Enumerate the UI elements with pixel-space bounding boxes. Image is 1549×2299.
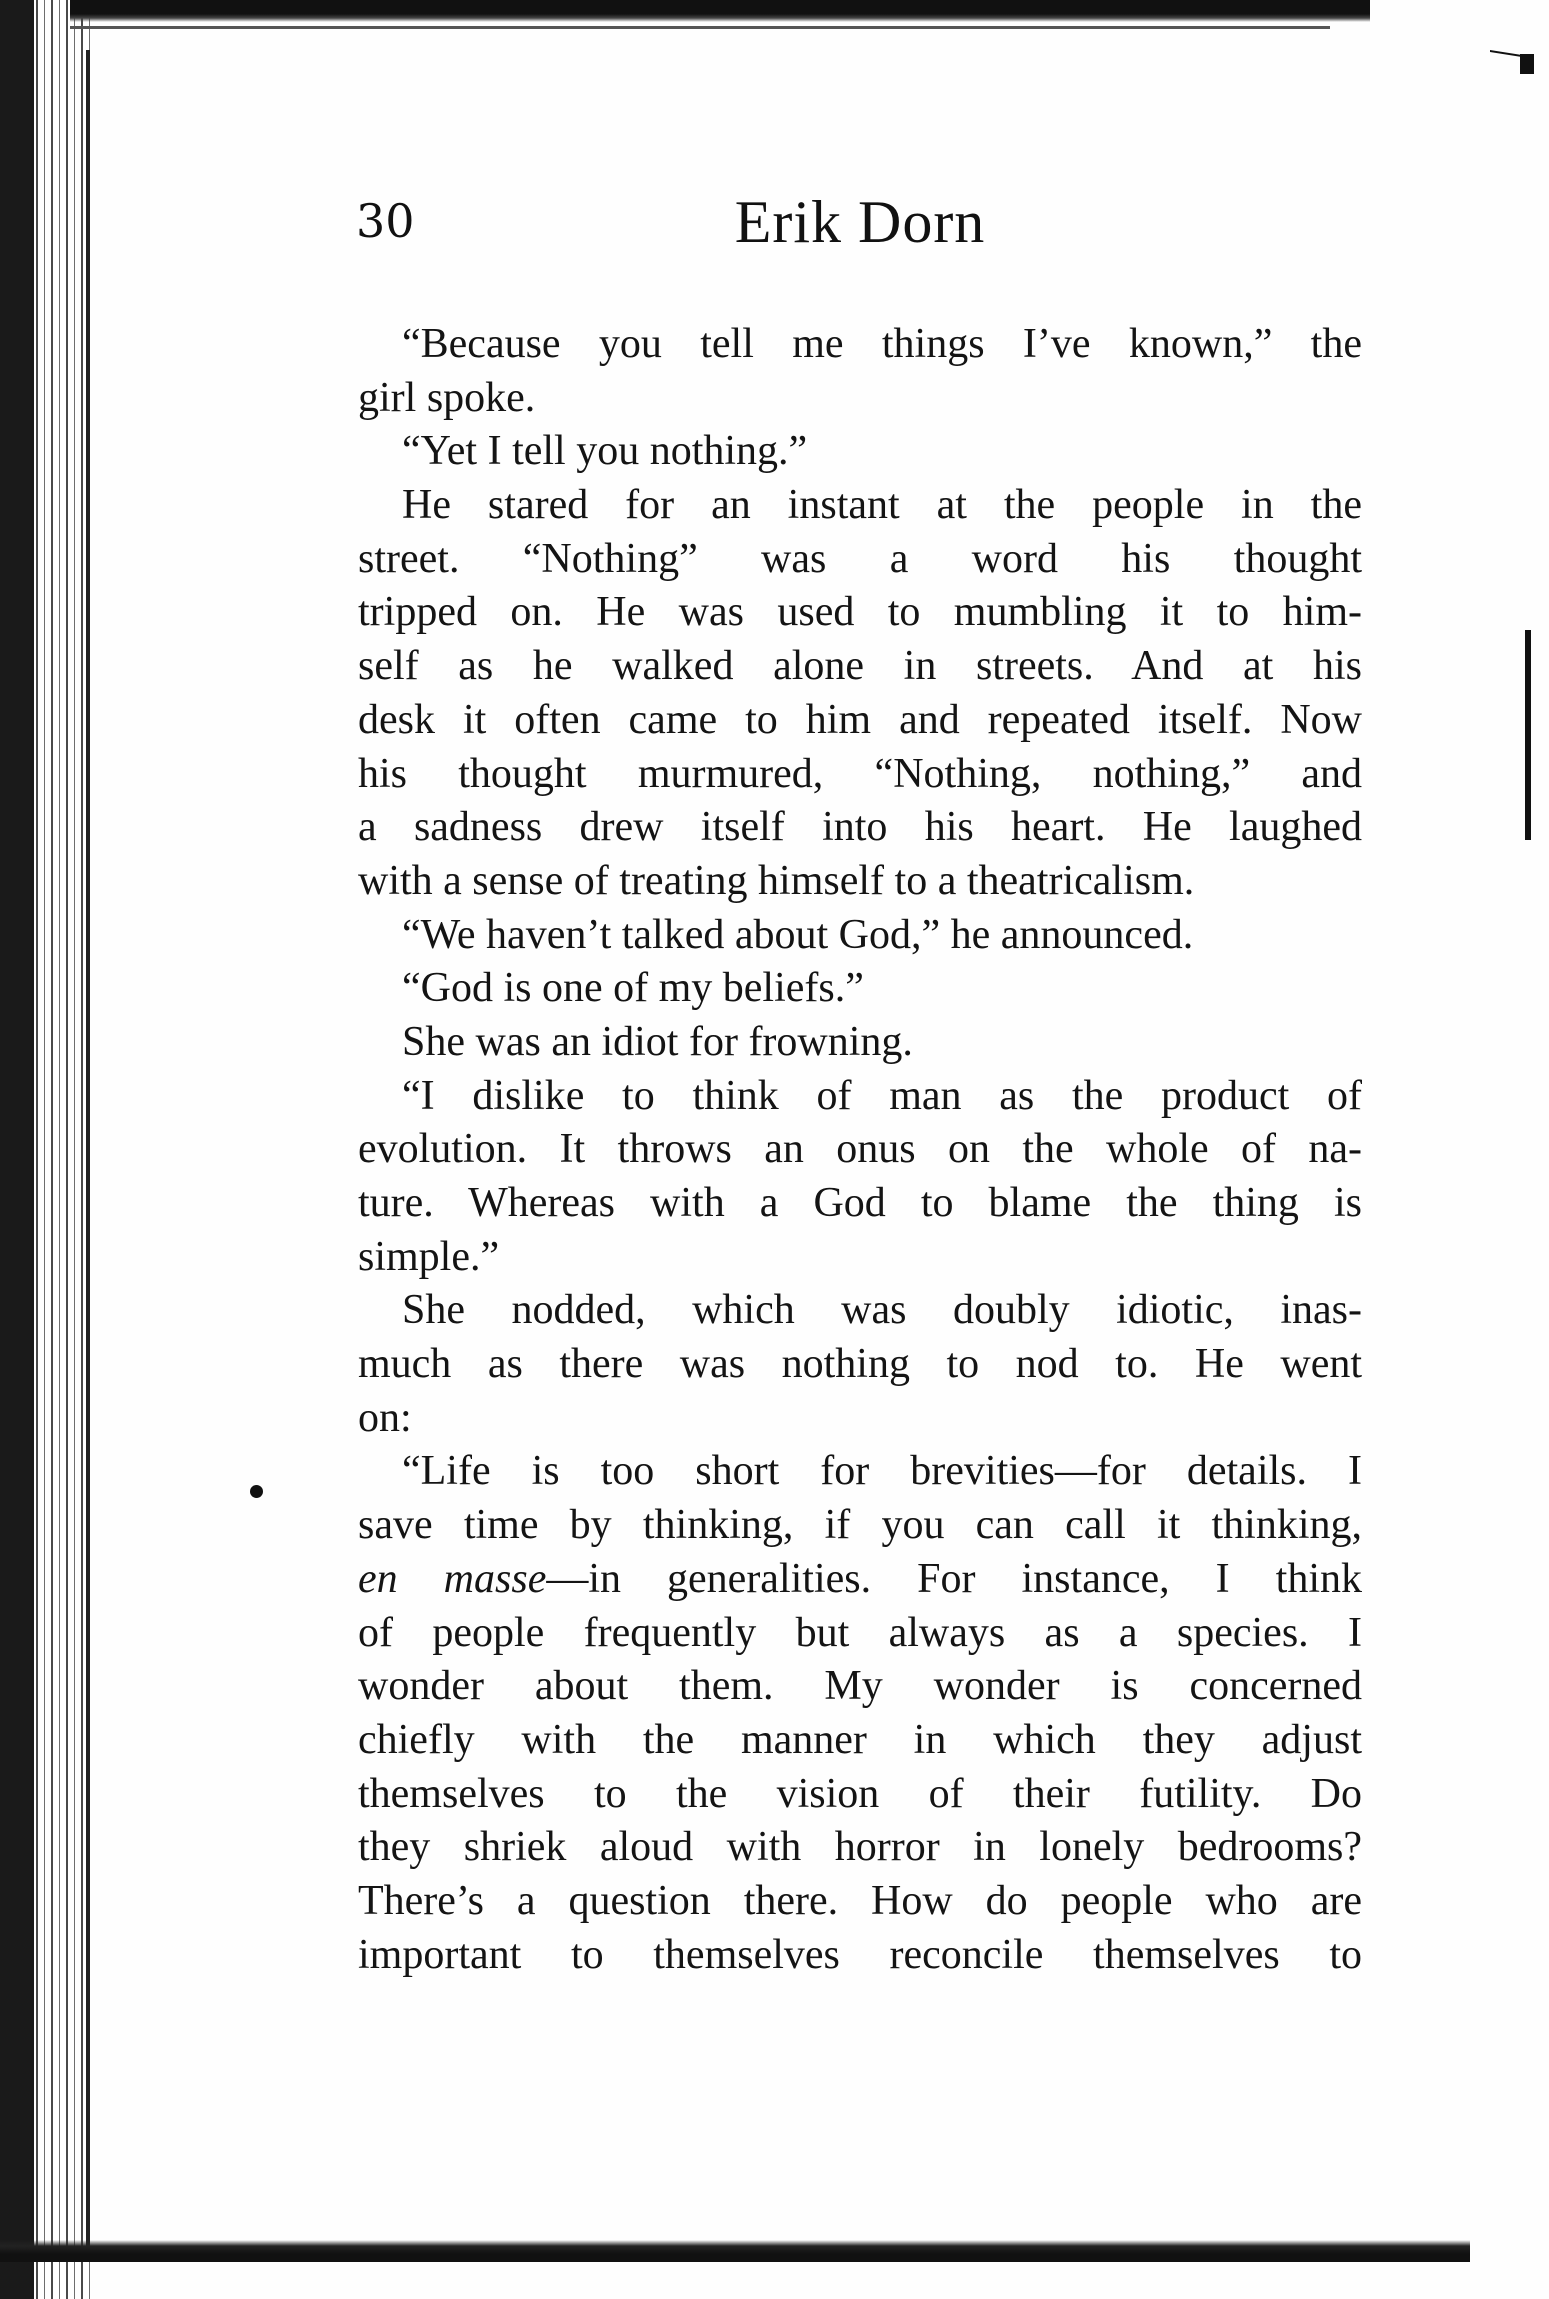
text-line: evolution. It throws an onus on the whole of na- — [358, 1126, 1362, 1173]
text-line — [358, 1553, 1362, 1607]
text-line: She was an idiot for frowning. — [402, 1018, 913, 1065]
text-line-rest: —in generalities. For instance, I think — [546, 1555, 1362, 1602]
text-line: much as there was nothing to nod to. He went — [358, 1341, 1362, 1388]
text-line: ture. Whereas with a God to blame the thing is — [358, 1180, 1362, 1226]
text-line: wonder about them. My wonder is concerned — [358, 1663, 1362, 1710]
text-line: of people frequently but always as a species. I — [358, 1609, 1362, 1656]
text-line: There’s a question there. How do people who are — [358, 1877, 1362, 1924]
page-binding-line — [86, 50, 90, 2250]
italic-phrase: en masse — [358, 1555, 547, 1602]
text-line: tripped on. He was used to mumbling it to him- — [358, 589, 1362, 636]
text-line: street. “Nothing” was a word his thought — [358, 535, 1362, 582]
text-line: a sadness drew itself into his heart. He laughed — [358, 804, 1362, 851]
text-line: his thought murmured, “Nothing, nothing,” and — [358, 750, 1362, 797]
text-line: save time by thinking, if you can call it thinking, — [358, 1502, 1362, 1549]
text-line: “Life is too short for brevities—for details. I — [402, 1448, 1362, 1495]
text-line: “Yet I tell you nothing.” — [402, 428, 808, 475]
text-line: important to themselves reconcile themselves to — [358, 1931, 1362, 1978]
page-bottom-edge — [0, 2240, 1470, 2262]
text-line: “We haven’t talked about God,” he announced. — [402, 911, 1194, 958]
page-top-edge — [70, 0, 1370, 22]
text-line: desk it often came to him and repeated itself. Now — [358, 696, 1362, 743]
page-binding-shadow — [0, 0, 34, 2299]
text-line: self as he walked alone in streets. And at his — [358, 643, 1362, 690]
text-line: on: — [358, 1394, 412, 1441]
text-line: they shriek aloud with horror in lonely bedrooms? — [358, 1824, 1362, 1871]
text-line: themselves to the vision of their futility. Do — [358, 1770, 1362, 1817]
margin-dot — [250, 1485, 263, 1498]
corner-mark-icon — [1490, 42, 1540, 102]
book-title: Erik Dorn — [734, 189, 986, 255]
text-line: “I dislike to think of man as the product of — [402, 1072, 1362, 1119]
text-line: chiefly with the manner in which they adjust — [358, 1716, 1362, 1763]
running-head — [356, 188, 1364, 258]
scan-edge-mark — [1525, 630, 1531, 840]
page-top-rule — [70, 26, 1330, 29]
text-line: “Because you tell me things I’ve known,” the — [402, 321, 1362, 367]
text-line: He stared for an instant at the people in the — [402, 482, 1362, 529]
body-text — [358, 318, 1362, 1982]
text-line: simple.” — [358, 1233, 500, 1280]
text-line: girl spoke. — [358, 374, 536, 421]
page-number: 30 — [356, 194, 415, 248]
text-line: with a sense of treating himself to a theatricalism. — [358, 857, 1195, 904]
text-line: “God is one of my beliefs.” — [402, 965, 864, 1012]
text-line: She nodded, which was doubly idiotic, inas- — [402, 1287, 1362, 1334]
